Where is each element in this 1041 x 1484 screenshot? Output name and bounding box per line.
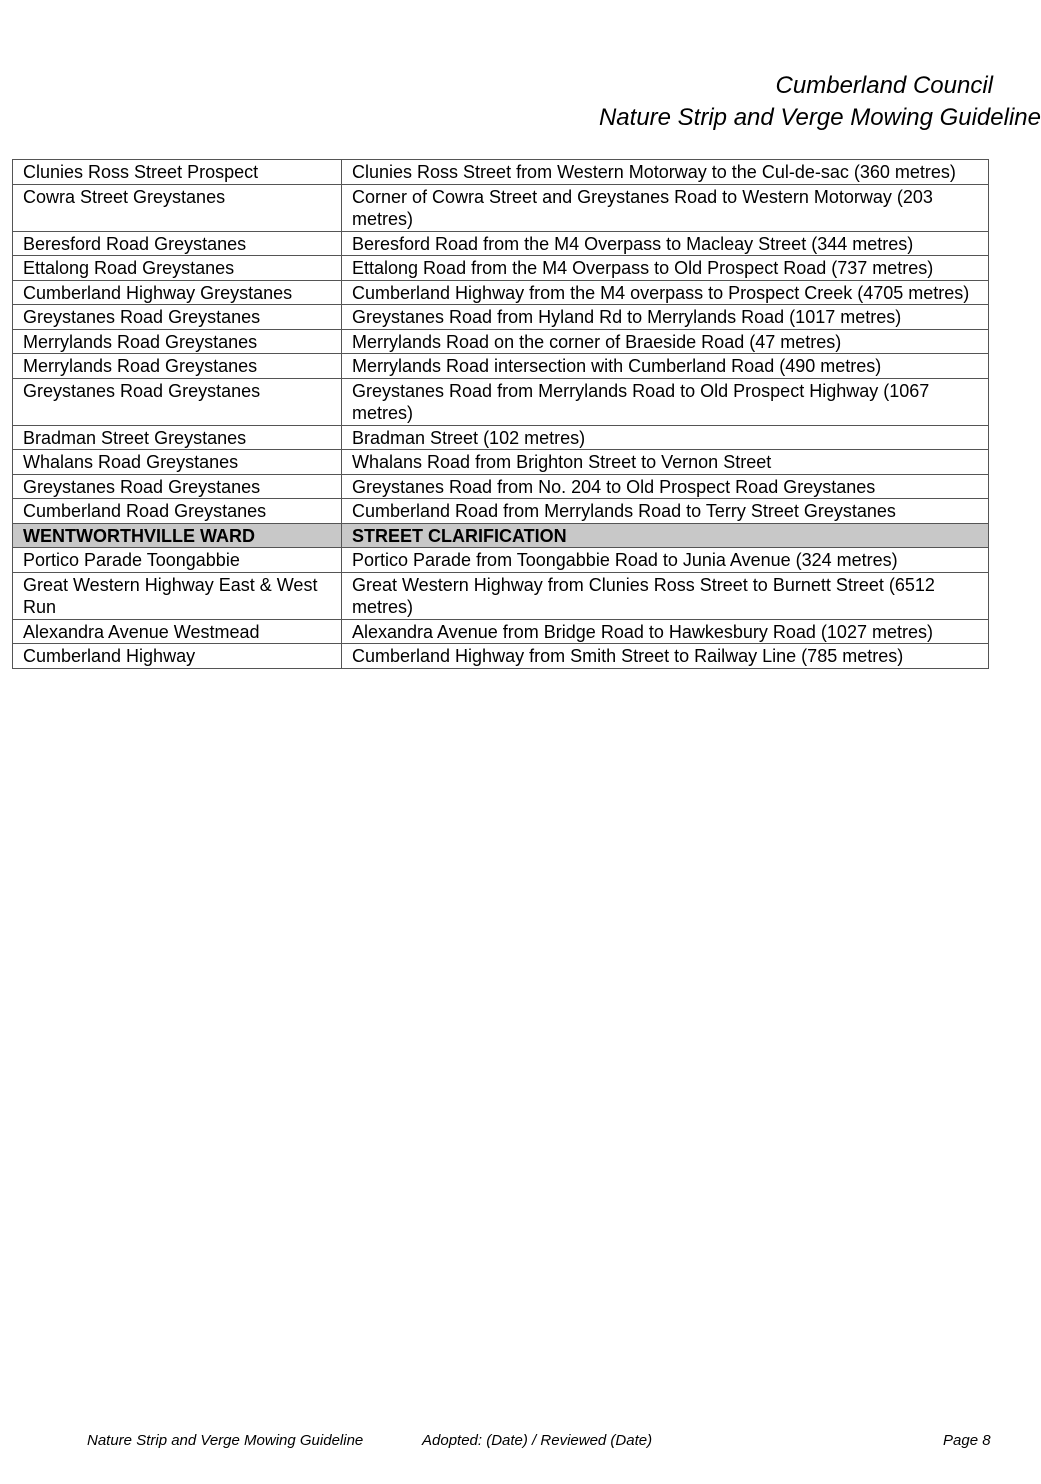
- location-cell: Alexandra Avenue Westmead: [13, 619, 342, 644]
- location-cell: Whalans Road Greystanes: [13, 450, 342, 475]
- table-row: [13, 160, 989, 185]
- location-cell: Clunies Ross Street Prospect: [13, 160, 342, 185]
- clarification-cell: Cumberland Highway from the M4 overpass to Prospect Creek (4705 metres): [342, 280, 989, 305]
- table-row: [13, 548, 989, 573]
- table-row: [13, 354, 989, 379]
- table-row: [13, 231, 989, 256]
- table-row: [13, 644, 989, 669]
- location-cell: Great Western Highway East & West Run: [13, 572, 342, 619]
- clarification-cell: Ettalong Road from the M4 Overpass to Old Prospect Road (737 metres): [342, 256, 989, 281]
- table-row: [13, 378, 989, 425]
- location-cell: Bradman Street Greystanes: [13, 425, 342, 450]
- clarification-cell: Greystanes Road from Merrylands Road to Old Prospect Highway (1067 metres): [342, 378, 989, 425]
- clarification-cell: Merrylands Road intersection with Cumberland Road (490 metres): [342, 354, 989, 379]
- table-row: [13, 329, 989, 354]
- clarification-cell: Clunies Ross Street from Western Motorway to the Cul-de-sac (360 metres): [342, 160, 989, 185]
- clarification-cell: Merrylands Road on the corner of Braeside Road (47 metres): [342, 329, 989, 354]
- location-cell: Merrylands Road Greystanes: [13, 329, 342, 354]
- footer-adopted: Adopted: (Date) / Reviewed (Date): [422, 1432, 653, 1449]
- table-row: [13, 256, 989, 281]
- table-row: [13, 425, 989, 450]
- location-cell: Ettalong Road Greystanes: [13, 256, 342, 281]
- table-row: [13, 184, 989, 231]
- ward-header-row: [13, 523, 989, 548]
- clarification-cell: Cumberland Highway from Smith Street to Railway Line (785 metres): [342, 644, 989, 669]
- table-row: [13, 280, 989, 305]
- table-row: [13, 305, 989, 330]
- location-cell: WENTWORTHVILLE WARD: [13, 523, 342, 548]
- location-cell: Cumberland Highway: [13, 644, 342, 669]
- page-header: [441, 70, 1041, 134]
- location-cell: Merrylands Road Greystanes: [13, 354, 342, 379]
- table-row: [13, 450, 989, 475]
- table-row: [13, 499, 989, 524]
- table-row: [13, 474, 989, 499]
- document-title: Nature Strip and Verge Mowing Guideline: [598, 104, 1041, 131]
- table-row: [13, 619, 989, 644]
- location-cell: Greystanes Road Greystanes: [13, 378, 342, 425]
- location-cell: Greystanes Road Greystanes: [13, 474, 342, 499]
- footer-doc-name: Nature Strip and Verge Mowing Guideline: [87, 1432, 364, 1449]
- location-cell: Beresford Road Greystanes: [13, 231, 342, 256]
- clarification-cell: Whalans Road from Brighton Street to Vernon Street: [342, 450, 989, 475]
- location-cell: Greystanes Road Greystanes: [13, 305, 342, 330]
- clarification-cell: Bradman Street (102 metres): [342, 425, 989, 450]
- location-cell: Cumberland Highway Greystanes: [13, 280, 342, 305]
- location-cell: Portico Parade Toongabbie: [13, 548, 342, 573]
- council-name: Cumberland Council: [775, 72, 993, 99]
- clarification-cell: Great Western Highway from Clunies Ross Street to Burnett Street (6512 metres): [342, 572, 989, 619]
- clarification-cell: STREET CLARIFICATION: [342, 523, 989, 548]
- page-footer: [0, 1432, 1041, 1452]
- location-cell: Cowra Street Greystanes: [13, 184, 342, 231]
- clarification-cell: Corner of Cowra Street and Greystanes Road to Western Motorway (203 metres): [342, 184, 989, 231]
- clarification-cell: Greystanes Road from Hyland Rd to Merrylands Road (1017 metres): [342, 305, 989, 330]
- footer-page-number: Page 8: [943, 1432, 991, 1449]
- street-table: [12, 159, 989, 669]
- table-row: [13, 572, 989, 619]
- clarification-cell: Alexandra Avenue from Bridge Road to Hawkesbury Road (1027 metres): [342, 619, 989, 644]
- clarification-cell: Portico Parade from Toongabbie Road to Junia Avenue (324 metres): [342, 548, 989, 573]
- clarification-cell: Beresford Road from the M4 Overpass to Macleay Street (344 metres): [342, 231, 989, 256]
- clarification-cell: Greystanes Road from No. 204 to Old Prospect Road Greystanes: [342, 474, 989, 499]
- street-table-body: [13, 160, 989, 669]
- clarification-cell: Cumberland Road from Merrylands Road to Terry Street Greystanes: [342, 499, 989, 524]
- location-cell: Cumberland Road Greystanes: [13, 499, 342, 524]
